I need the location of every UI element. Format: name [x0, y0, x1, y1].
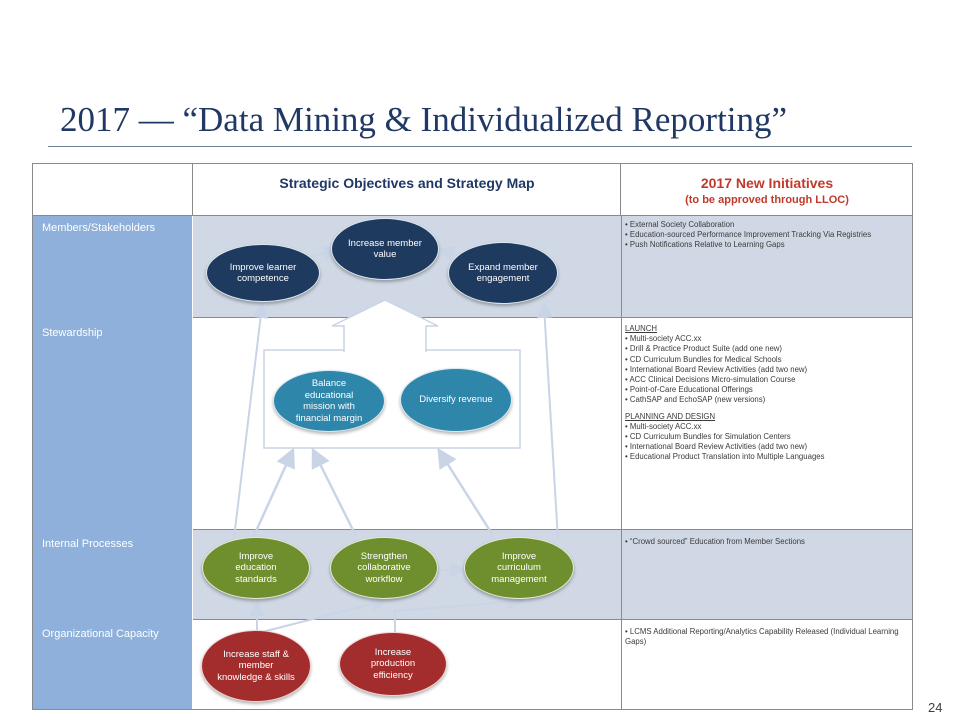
- initiative-item: • External Society Collaboration: [625, 220, 735, 229]
- row-label-capacity: Organizational Capacity: [42, 628, 159, 640]
- objective-increase-member-value: Increase member value: [331, 218, 439, 280]
- objective-improve-education-standards: Improve education standards: [202, 537, 310, 599]
- row-label-stewardship: Stewardship: [42, 327, 103, 339]
- initiative-item: • Drill & Practice Product Suite (add one new): [625, 344, 783, 354]
- objective-improve-curriculum: Improve curriculum management: [464, 537, 574, 599]
- initiative-item: • Push Notifications Relative to Learning Gaps: [625, 240, 785, 250]
- initiative-heading: PLANNING AND DESIGN: [625, 411, 716, 421]
- initiative-item: • International Board Review Activities (add two new): [625, 442, 808, 452]
- initiatives-subtitle: (to be approved through LLOC): [685, 194, 849, 206]
- objective-strengthen-workflow: Strengthen collaborative workflow: [330, 537, 438, 599]
- initiative-item: • “Crowd sourced” Education from Member Sections: [625, 537, 805, 546]
- initiative-item: • International Board Review Activities (add two new): [625, 364, 808, 374]
- initiative-item: • Multi-society ACC.xx: [625, 421, 702, 431]
- initiative-heading: LAUNCH: [625, 324, 658, 333]
- initiative-item: • CD Curriculum Bundles for Medical Schools: [625, 354, 782, 364]
- objective-improve-learner-competence: Improve learner competence: [206, 244, 320, 302]
- objective-increase-production: Increase production efficiency: [339, 632, 447, 696]
- initiative-item: • Educational Product Translation into Multiple Languages: [625, 452, 825, 462]
- initiative-item: • LCMS Additional Reporting/Analytics Capability Released (Individual Learning Gaps): [625, 627, 899, 647]
- initiative-item: • Education-sourced Performance Improvement Tracking Via Registries: [625, 230, 872, 240]
- objective-balance-mission: Balance educational mission with financial margin: [273, 370, 385, 432]
- initiative-item: • ACC Clinical Decisions Micro-simulation Course: [625, 375, 796, 385]
- page-number: 24: [928, 700, 943, 715]
- initiatives-title: 2017 New Initiatives: [700, 175, 834, 191]
- slide-title: 2017 — “Data Mining & Individualized Reporting”: [60, 100, 788, 139]
- financial-up-arrow: [332, 300, 438, 352]
- objective-diversify-revenue: Diversify revenue: [400, 368, 512, 432]
- initiative-item: • Point-of-Care Educational Offerings: [625, 385, 753, 395]
- initiative-item: • CathSAP and EchoSAP (new versions): [625, 395, 766, 405]
- objective-expand-member-engagement: Expand member engagement: [448, 242, 558, 304]
- strategy-map-header: Strategic Objectives and Strategy Map: [279, 175, 535, 191]
- row-label-internal: Internal Processes: [42, 538, 134, 550]
- row-label-members: Members/Stakeholders: [42, 222, 156, 234]
- objective-increase-staff-knowledge: Increase staff & member knowledge & skills: [201, 630, 311, 702]
- initiative-item: • CD Curriculum Bundles for Simulation Centers: [625, 432, 791, 442]
- initiative-item: • Multi-society ACC.xx: [625, 334, 702, 344]
